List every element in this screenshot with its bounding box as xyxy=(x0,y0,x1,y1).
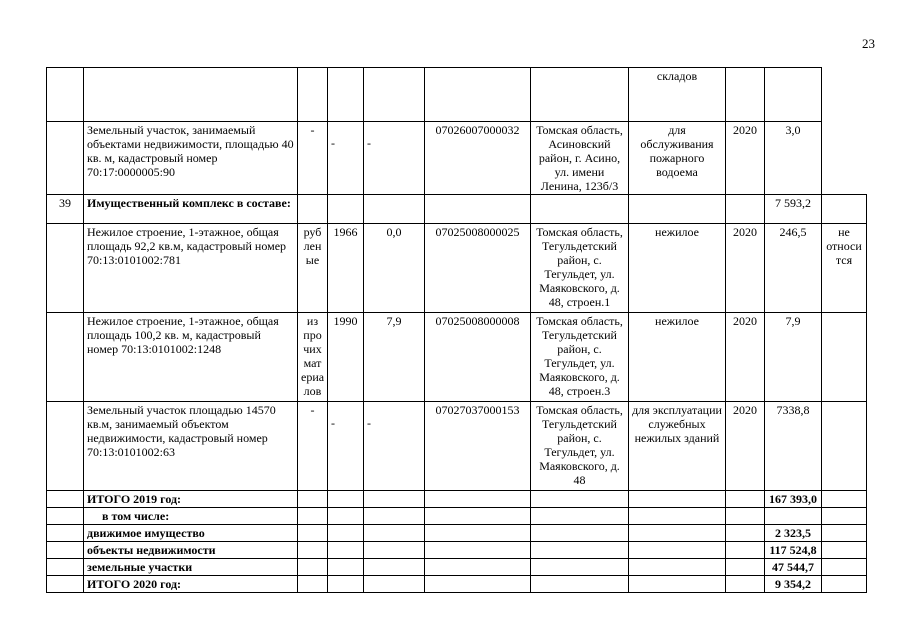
page-number: 23 xyxy=(862,36,875,51)
wear-cell: 7,9 xyxy=(364,313,425,402)
year-cell: - xyxy=(328,122,364,195)
wear-cell: - xyxy=(364,402,425,491)
total-row xyxy=(47,491,867,508)
address-cell xyxy=(531,68,629,122)
note-cell: не относи тся xyxy=(822,224,867,313)
year-cell: - xyxy=(328,402,364,491)
inventory-number-cell: 07026007000032 xyxy=(425,122,531,195)
real-estate-value: 117 524,8 xyxy=(765,542,822,559)
note-cell xyxy=(822,402,867,491)
total-row xyxy=(47,576,867,593)
value-cell: 7,9 xyxy=(765,313,822,402)
total-2019-label: ИТОГО 2019 год: xyxy=(84,491,298,508)
row-number-cell xyxy=(47,313,84,402)
value-cell: 246,5 xyxy=(765,224,822,313)
reg-year-cell: 2020 xyxy=(726,402,765,491)
wear-cell xyxy=(364,68,425,122)
address-cell: Томская область, Тегульдетский район, с. Тегульдет, ул. Маяковского, д. 48, строен.3 xyxy=(531,313,629,402)
table-row xyxy=(47,224,867,313)
including-label: в том числе: xyxy=(84,508,298,525)
table-row xyxy=(47,402,867,491)
name-cell: Нежилое строение, 1-этажное, общая площадь 100,2 кв. м, кадастровый номер 70:13:0101002:1248 xyxy=(84,313,298,402)
total-row xyxy=(47,559,867,576)
address-cell xyxy=(531,195,629,224)
purpose-cell xyxy=(629,195,726,224)
wear-cell xyxy=(364,195,425,224)
wear-cell: 0,0 xyxy=(364,224,425,313)
material-cell xyxy=(298,68,328,122)
purpose-cell: складов xyxy=(629,68,726,122)
name-cell: Земельный участок, занимаемый объектами недвижимости, площадью 40 кв. м, кадастровый номер 70:17:0000005:90 xyxy=(84,122,298,195)
address-cell: Томская область, Тегульдетский район, с. Тегульдет, ул. Маяковского, д. 48 xyxy=(531,402,629,491)
value-cell xyxy=(765,68,822,122)
wear-cell: - xyxy=(364,122,425,195)
name-cell: Имущественный комплекс в составе: xyxy=(84,195,298,224)
table-row xyxy=(47,68,867,122)
row-number-cell xyxy=(47,68,84,122)
row-number-cell xyxy=(47,122,84,195)
reg-year-cell xyxy=(726,195,765,224)
name-cell: Нежилое строение, 1-этажное, общая площадь 92,2 кв.м, кадастровый номер 70:13:0101002:781 xyxy=(84,224,298,313)
total-2020-value: 9 354,2 xyxy=(765,576,822,593)
reg-year-cell: 2020 xyxy=(726,224,765,313)
material-cell xyxy=(298,195,328,224)
movable-label: движимое имущество xyxy=(84,525,298,542)
movable-value: 2 323,5 xyxy=(765,525,822,542)
material-cell: из про чих мат ериа лов xyxy=(298,313,328,402)
total-row xyxy=(47,525,867,542)
value-cell: 7 593,2 xyxy=(765,195,822,224)
value-cell: 7338,8 xyxy=(765,402,822,491)
inventory-number-cell xyxy=(425,68,531,122)
row-number-cell xyxy=(47,402,84,491)
year-cell xyxy=(328,68,364,122)
row-number-cell xyxy=(47,224,84,313)
year-cell: 1990 xyxy=(328,313,364,402)
note-cell xyxy=(822,195,867,224)
name-cell xyxy=(84,68,298,122)
address-cell: Томская область, Асиновский район, г. Асино, ул. имени Ленина, 123б/3 xyxy=(531,122,629,195)
note-cell xyxy=(822,68,867,195)
table-row xyxy=(47,122,867,195)
inventory-number-cell: 07025008000025 xyxy=(425,224,531,313)
reg-year-cell xyxy=(726,68,765,122)
total-2019-value: 167 393,0 xyxy=(765,491,822,508)
name-cell: Земельный участок площадью 14570 кв.м, занимаемый объектом недвижимости, кадастровый номер 70:13:0101002:63 xyxy=(84,402,298,491)
purpose-cell: нежилое xyxy=(629,313,726,402)
purpose-cell: нежилое xyxy=(629,224,726,313)
land-plots-label: земельные участки xyxy=(84,559,298,576)
reg-year-cell: 2020 xyxy=(726,122,765,195)
table-row xyxy=(47,313,867,402)
inventory-number-cell: 07025008000008 xyxy=(425,313,531,402)
material-cell: - xyxy=(298,402,328,491)
inventory-number-cell xyxy=(425,195,531,224)
address-cell: Томская область, Тегульдетский район, с. Тегульдет, ул. Маяковского, д. 48, строен.1 xyxy=(531,224,629,313)
total-2020-label: ИТОГО 2020 год: xyxy=(84,576,298,593)
total-row xyxy=(47,542,867,559)
inventory-number-cell: 07027037000153 xyxy=(425,402,531,491)
material-cell: руб лен ые xyxy=(298,224,328,313)
year-cell xyxy=(328,195,364,224)
reg-year-cell: 2020 xyxy=(726,313,765,402)
table-row xyxy=(47,195,867,224)
row-number-cell: 39 xyxy=(47,195,84,224)
property-register-table xyxy=(46,67,867,593)
note-cell xyxy=(822,313,867,402)
value-cell: 3,0 xyxy=(765,122,822,195)
purpose-cell: для эксплуатации служебных нежилых зданий xyxy=(629,402,726,491)
land-plots-value: 47 544,7 xyxy=(765,559,822,576)
year-cell: 1966 xyxy=(328,224,364,313)
real-estate-label: объекты недвижимости xyxy=(84,542,298,559)
purpose-cell: для обслуживания пожарного водоема xyxy=(629,122,726,195)
material-cell: - xyxy=(298,122,328,195)
total-row xyxy=(47,508,867,525)
